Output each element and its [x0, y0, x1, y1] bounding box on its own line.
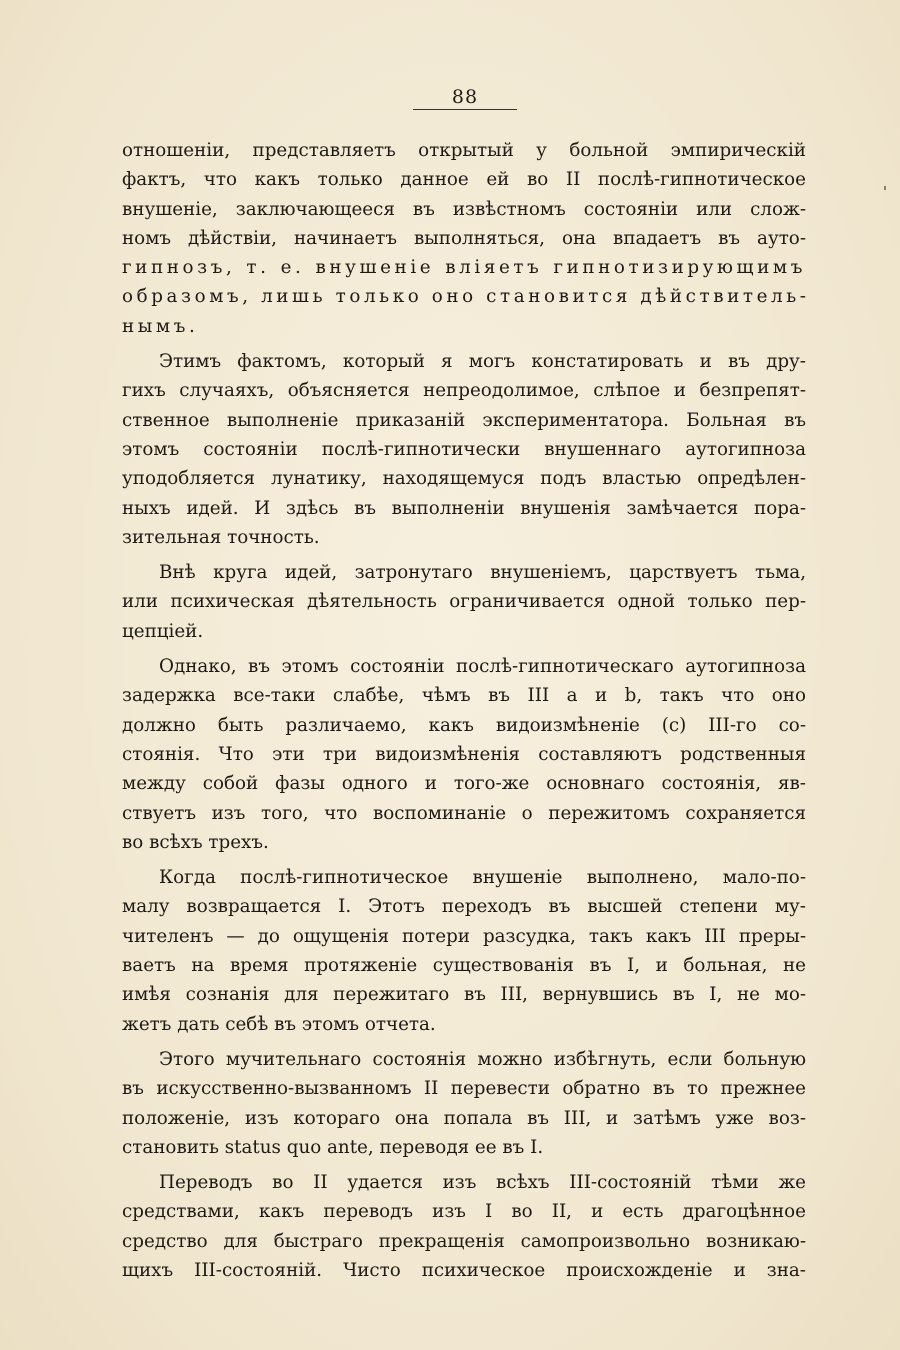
text-line: во всѣхъ трехъ. [122, 831, 269, 853]
margin-mark [884, 186, 886, 190]
text-line: имѣя сознанія для пережитаго въ III, вернувшись въ I, не мо- [122, 984, 806, 1006]
text-line: чителенъ — до ощущенія потери разсудка, такъ какъ III преры- [122, 925, 806, 947]
text-line: Переводъ во II удается изъ всѣхъ III-состояній тѣми же [159, 1172, 806, 1194]
body-text [122, 136, 810, 1285]
text-line: фактъ, что какъ только данное ей во II послѣ-гипнотическое [122, 169, 806, 191]
text-line: въ искусственно-вызванномъ II перевести обратно въ то прежнее [122, 1078, 806, 1100]
text-line: малу возвращается I. Этотъ переходъ въ высшей степени му- [122, 896, 806, 918]
paragraph [122, 1045, 806, 1162]
text-line: стоянія. Что эти три видоизмѣненія составляютъ родственныя [122, 743, 806, 765]
text-line: ственное выполненіе приказаній экспериментатора. Больная въ [122, 409, 806, 431]
page-number: 88 [451, 86, 479, 108]
paragraph [122, 347, 806, 552]
text-line: ваетъ на время протяженіе существованія въ I, и больная, не [122, 955, 806, 977]
paragraph [122, 652, 806, 857]
text-line: внушеніе, заключающееся въ извѣстномъ состояніи или слож- [122, 198, 806, 220]
paragraph [122, 558, 806, 646]
text-line: зительная точность. [122, 526, 320, 548]
text-line: уподобляется лунатику, находящемуся подъ властью опредѣлен- [122, 468, 806, 490]
paragraph [122, 863, 806, 1039]
text-line: становить status quo ante, переводя ее въ I. [122, 1136, 544, 1158]
text-line: Этимъ фактомъ, который я могъ констатировать и въ дру- [159, 351, 806, 373]
page-number-rule [413, 109, 517, 110]
text-line: положеніе, изъ котораго она попала въ III, и затѣмъ уже воз- [122, 1107, 806, 1129]
text-line: цепціей. [122, 620, 204, 642]
text-line: средствами, какъ переводъ изъ I во II, и есть драгоцѣнное [122, 1201, 806, 1223]
text-line: между собой фазы одного и того-же основнаго состоянія, яв- [122, 773, 806, 795]
text-line: Однако, въ этомъ состояніи послѣ-гипнотическаго аутогипноза [159, 656, 806, 678]
paragraph [122, 136, 810, 341]
text-line: средство для быстраго прекращенія самопроизвольно возникаю- [122, 1230, 806, 1252]
text-line: жетъ дать себѣ въ этомъ отчета. [122, 1013, 436, 1035]
text-line: Когда послѣ-гипнотическое внушеніе выполнено, мало-по- [159, 867, 806, 889]
text-line: номъ дѣйствіи, начинаетъ выполняться, она впадаетъ въ ауто- [122, 227, 806, 249]
text-line: этомъ состояніи послѣ-гипнотически внушеннаго аутогипноза [122, 438, 806, 460]
paragraph [122, 1168, 806, 1285]
text-line: Этого мучительнаго состоянія можно избѣгнуть, если больную [159, 1048, 806, 1070]
text-line: или психическая дѣятельность ограничивается одной только пер- [122, 591, 806, 613]
text-line-emphasis: гипнозъ, т. е. внушеніе вліяетъ гипнотизирующимъ [122, 257, 806, 279]
text-line: ствуетъ изъ того, что воспоминаніе о пережитомъ сохраняется [122, 802, 806, 824]
text-line: Внѣ круга идей, затронутаго внушеніемъ, царствуетъ тьма, [159, 562, 806, 584]
text-line: задержка все-таки слабѣе, чѣмъ въ III а и b, такъ что оно [122, 685, 806, 707]
text-line-emphasis: нымъ. [122, 315, 199, 337]
text-line: отношеніи, представляетъ открытый у больной эмпирическій [122, 140, 806, 161]
text-line: щихъ III-состояній. Чисто психическое происхожденіе и зна- [122, 1259, 806, 1281]
text-line-emphasis: образомъ, лишь только оно становится дѣйствитель- [122, 286, 810, 308]
text-line: должно быть различаемо, какъ видоизмѣненіе (с) III-го со- [122, 714, 806, 736]
text-line: ныхъ идей. И здѣсь въ выполненіи внушенія замѣчается пора- [122, 497, 806, 519]
text-line: гихъ случаяхъ, объясняется непреодолимое, слѣпое и безпрепят- [122, 380, 806, 402]
